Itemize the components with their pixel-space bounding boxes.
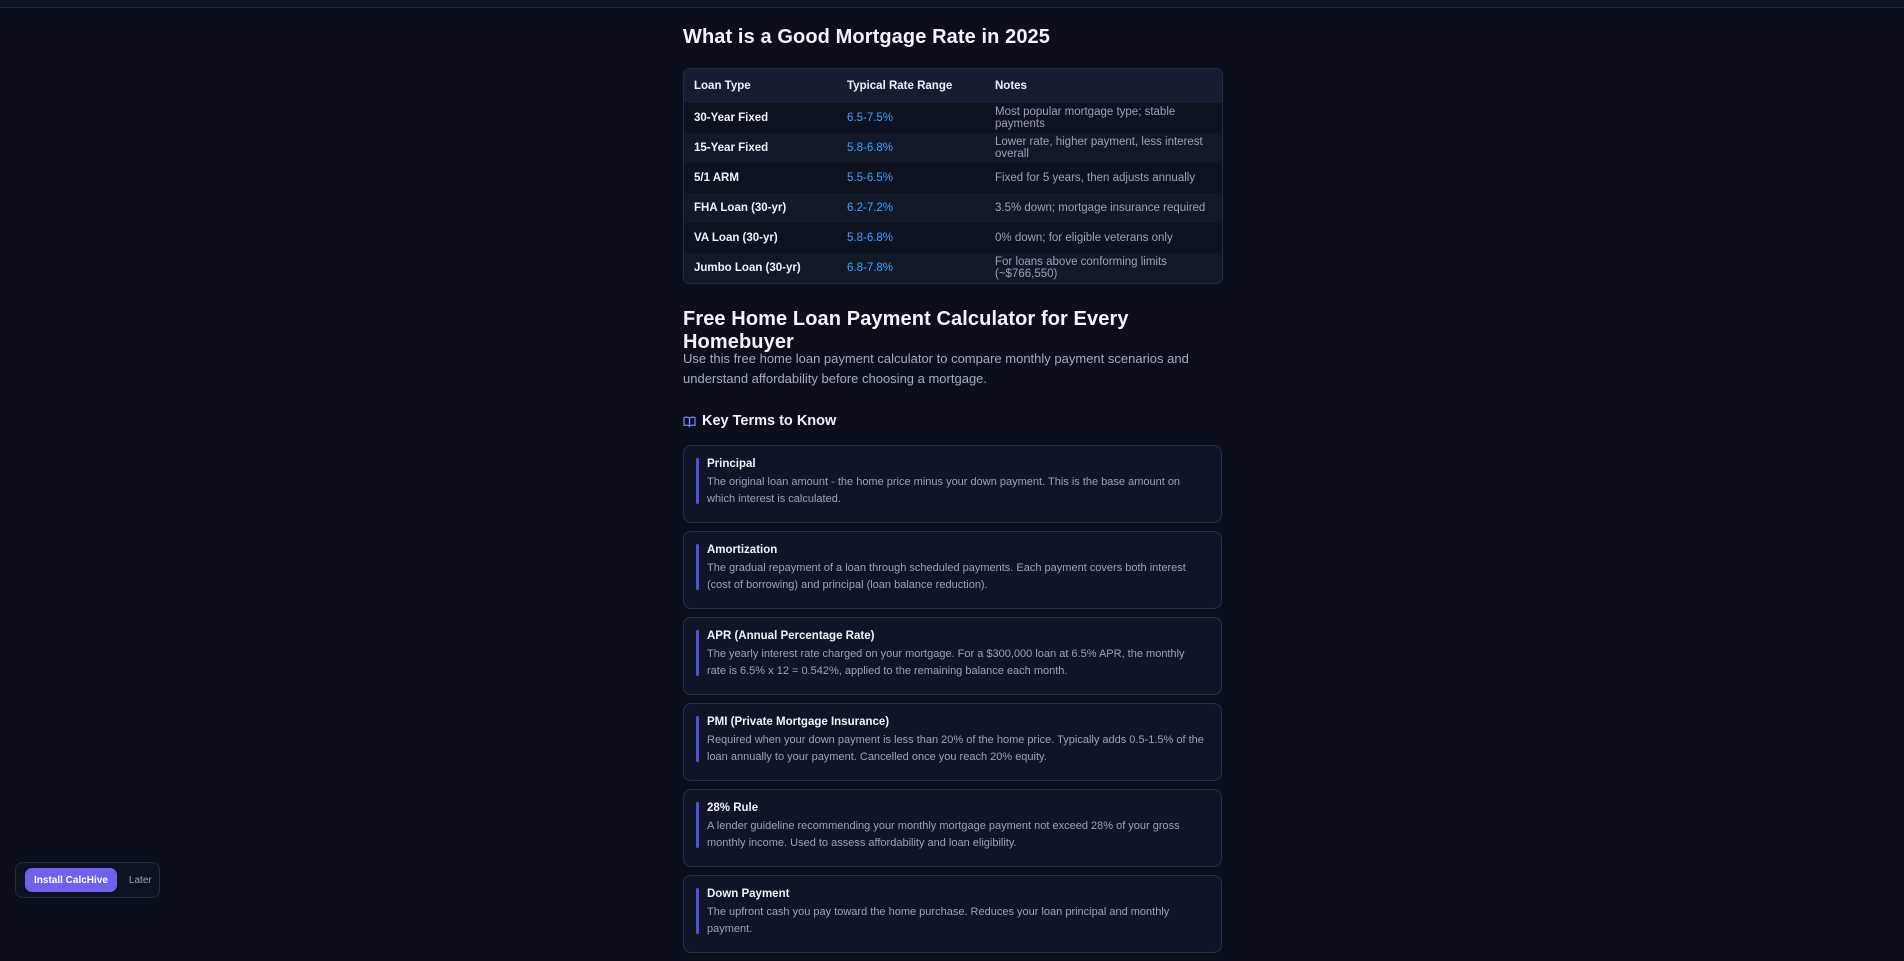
table-row <box>684 253 1222 283</box>
term-card-28-rule <box>683 789 1222 867</box>
notes-cell: 0% down; for eligible veterans only <box>995 232 1173 244</box>
rate-section-title: What is a Good Mortgage Rate in 2025 <box>683 26 1050 48</box>
table-row <box>684 133 1222 163</box>
notes-cell: Fixed for 5 years, then adjusts annually <box>995 172 1196 184</box>
key-terms-heading <box>683 413 836 429</box>
term-description: A lender guideline recommending your monthly mortgage payment not exceed 28% of your gross monthly income. Used to assess affordability and loan eligibility. <box>707 820 1180 849</box>
loan-type-cell: Jumbo Loan (30-yr) <box>694 262 801 274</box>
install-app-button[interactable]: Install CalcHive <box>25 868 117 892</box>
term-title: PMI (Private Mortgage Insurance) <box>707 716 890 728</box>
calculator-section-title: Free Home Loan Payment Calculator for Every Homebuyer <box>683 308 1129 353</box>
top-divider <box>0 0 1904 8</box>
term-description: The original loan amount - the home price minus your down payment. This is the base amount on which interest is calculated. <box>707 476 1181 505</box>
term-card-apr <box>683 617 1222 695</box>
mortgage-rate-table <box>683 68 1223 284</box>
loan-type-cell: FHA Loan (30-yr) <box>694 202 787 214</box>
install-app-prompt <box>15 862 160 898</box>
term-card-principal <box>683 445 1222 523</box>
rate-range-cell: 6.5-7.5% <box>847 112 894 124</box>
rate-range-cell: 6.2-7.2% <box>847 202 894 214</box>
loan-type-cell: 30-Year Fixed <box>694 112 769 124</box>
notes-cell: For loans above conforming limits (~$766,550) <box>995 256 1167 280</box>
key-terms-list <box>683 445 1223 961</box>
table-row <box>684 103 1222 133</box>
column-header-loan-type: Loan Type <box>694 80 751 92</box>
loan-type-cell: VA Loan (30-yr) <box>694 232 778 244</box>
column-header-rate-range: Typical Rate Range <box>847 80 953 92</box>
term-title: APR (Annual Percentage Rate) <box>707 630 875 642</box>
loan-type-cell: 5/1 ARM <box>694 172 739 184</box>
notes-cell: Lower rate, higher payment, less interest overall <box>995 136 1203 160</box>
term-card-pmi <box>683 703 1222 781</box>
table-row <box>684 163 1222 193</box>
table-row <box>684 193 1222 223</box>
term-card-amortization <box>683 531 1222 609</box>
rate-range-cell: 5.8-6.8% <box>847 232 894 244</box>
later-button[interactable]: Later <box>128 874 152 886</box>
term-title: Amortization <box>707 544 778 556</box>
rate-range-cell: 5.5-6.5% <box>847 172 894 184</box>
term-card-down-payment <box>683 875 1222 953</box>
term-description: The gradual repayment of a loan through scheduled payments. Each payment covers both interest (cost of borrowing) and principal (loan balance reduction). <box>707 562 1186 591</box>
rate-range-cell: 5.8-6.8% <box>847 142 894 154</box>
term-description: The yearly interest rate charged on your mortgage. For a $300,000 loan at 6.5% APR, the monthly rate is 6.5% x 12 = 0.542%, applied to the remaining balance each month. <box>707 648 1185 677</box>
book-icon <box>683 416 696 427</box>
loan-type-cell: 15-Year Fixed <box>694 142 769 154</box>
term-title: Principal <box>707 458 756 470</box>
key-terms-label: Key Terms to Know <box>702 413 837 429</box>
rate-range-cell: 6.8-7.8% <box>847 262 894 274</box>
notes-cell: 3.5% down; mortgage insurance required <box>995 202 1206 214</box>
term-description: Required when your down payment is less than 20% of the home price. Typically adds 0.5-1.5% of the loan annually to your payment. Cancelled once you reach 20% equity. <box>707 734 1204 763</box>
term-title: Down Payment <box>707 888 790 900</box>
table-header-row <box>684 69 1222 103</box>
term-description: The upfront cash you pay toward the home purchase. Reduces your loan principal and monthly payment. <box>707 906 1170 935</box>
table-row <box>684 223 1222 253</box>
notes-cell: Most popular mortgage type; stable payments <box>995 106 1176 130</box>
calculator-intro-text: Use this free home loan payment calculator to compare monthly payment scenarios and understand affordability before choosing a mortgage. <box>683 351 1189 386</box>
term-title: 28% Rule <box>707 802 759 814</box>
column-header-notes: Notes <box>995 80 1027 92</box>
